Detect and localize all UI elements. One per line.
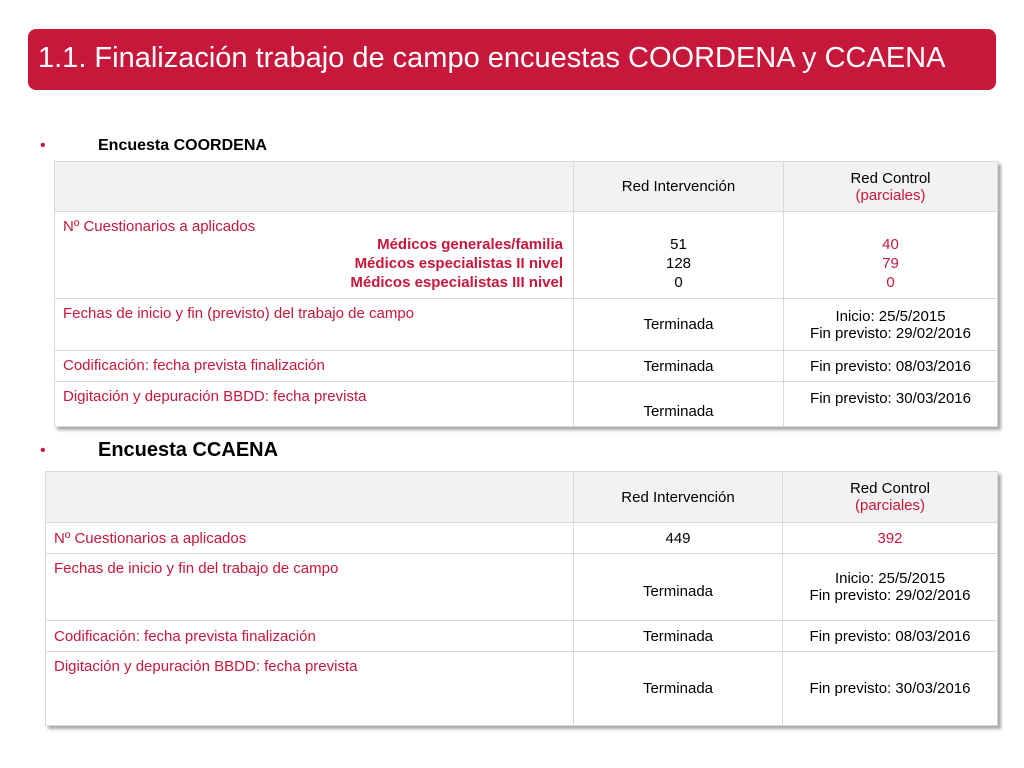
dates-label: Fechas de inicio y fin (previsto) del trabajo de campo bbox=[55, 299, 574, 351]
digit-label: Digitación y depuración BBDD: fecha prevista bbox=[46, 652, 574, 726]
doctor-type-specialist-ii: Médicos especialistas II nivel bbox=[354, 255, 563, 272]
coding-intervencion: Terminada bbox=[574, 621, 783, 652]
digit-label: Digitación y depuración BBDD: fecha prevista bbox=[55, 382, 574, 427]
coding-control: Fin previsto: 08/03/2016 bbox=[783, 621, 998, 652]
doctor-type-specialist-iii: Médicos especialistas III nivel bbox=[350, 274, 563, 291]
coding-label: Codificación: fecha prevista finalización bbox=[55, 351, 574, 382]
digit-intervencion: Terminada bbox=[574, 652, 783, 726]
dates-intervencion: Terminada bbox=[574, 554, 783, 621]
dates-control bbox=[783, 554, 998, 621]
dates-label: Fechas de inicio y fin del trabajo de campo bbox=[46, 554, 574, 621]
ccaena-table bbox=[45, 471, 998, 726]
questionnaires-label: Nº Cuestionarios a aplicados bbox=[46, 523, 574, 554]
section-title: Encuesta COORDENA bbox=[98, 137, 267, 154]
header-parciales: (parciales) bbox=[854, 497, 926, 514]
dates-end: Fin previsto: 29/02/2016 bbox=[810, 324, 971, 342]
coding-control: Fin previsto: 08/03/2016 bbox=[784, 351, 998, 382]
header-red-control-title: Red Control bbox=[849, 480, 931, 497]
doctor-type-general: Médicos generales/familia bbox=[377, 236, 563, 253]
questionnaires-label: Nº Cuestionarios a aplicados bbox=[63, 218, 256, 235]
table-row bbox=[55, 212, 998, 299]
table-row bbox=[46, 523, 998, 554]
header-parciales: (parciales) bbox=[855, 186, 926, 204]
header-red-control-title: Red Control bbox=[850, 169, 931, 187]
table-row bbox=[46, 621, 998, 652]
questionnaires-control bbox=[784, 212, 998, 299]
table-header-row bbox=[55, 162, 998, 212]
header-red-control bbox=[784, 162, 998, 212]
bullet-icon: • bbox=[40, 137, 46, 154]
table-row bbox=[55, 351, 998, 382]
title-bar bbox=[28, 29, 996, 90]
doctor-types bbox=[55, 235, 573, 292]
dates-start: Inicio: 25/5/2015 bbox=[835, 307, 946, 325]
dates-control bbox=[784, 299, 998, 351]
dates-start: Inicio: 25/5/2015 bbox=[834, 570, 946, 587]
value: 128 bbox=[665, 255, 692, 272]
table-row bbox=[46, 554, 998, 621]
header-red-control bbox=[783, 472, 998, 523]
section-title: Encuesta CCAENA bbox=[98, 439, 279, 461]
table-row bbox=[55, 299, 998, 351]
coding-label: Codificación: fecha prevista finalización bbox=[46, 621, 574, 652]
page-title: 1.1. Finalización trabajo de campo encuestas COORDENA y CCAENA bbox=[38, 42, 946, 74]
digit-intervencion: Terminada bbox=[574, 382, 784, 427]
questionnaires-intervencion bbox=[574, 212, 784, 299]
bullet-icon: • bbox=[40, 442, 46, 459]
questionnaires-label-cell bbox=[55, 212, 574, 299]
value: 0 bbox=[886, 274, 895, 291]
coordena-table bbox=[54, 161, 998, 427]
questionnaires-control: 392 bbox=[783, 523, 998, 554]
digit-control: Fin previsto: 30/03/2016 bbox=[784, 382, 998, 427]
header-empty-cell bbox=[55, 162, 574, 212]
value: 51 bbox=[670, 236, 687, 253]
header-red-intervencion: Red Intervención bbox=[574, 162, 784, 212]
table-row bbox=[55, 382, 998, 427]
table-row bbox=[46, 652, 998, 726]
dates-end: Fin previsto: 29/02/2016 bbox=[809, 587, 971, 604]
questionnaires-intervencion: 449 bbox=[574, 523, 783, 554]
digit-control: Fin previsto: 30/03/2016 bbox=[783, 652, 998, 726]
dates-intervencion: Terminada bbox=[574, 299, 784, 351]
header-red-intervencion: Red Intervención bbox=[574, 472, 783, 523]
coding-intervencion: Terminada bbox=[574, 351, 784, 382]
value: 40 bbox=[882, 236, 899, 253]
value: 79 bbox=[882, 255, 899, 272]
table-header-row bbox=[46, 472, 998, 523]
header-empty-cell bbox=[46, 472, 574, 523]
value: 0 bbox=[674, 274, 683, 291]
